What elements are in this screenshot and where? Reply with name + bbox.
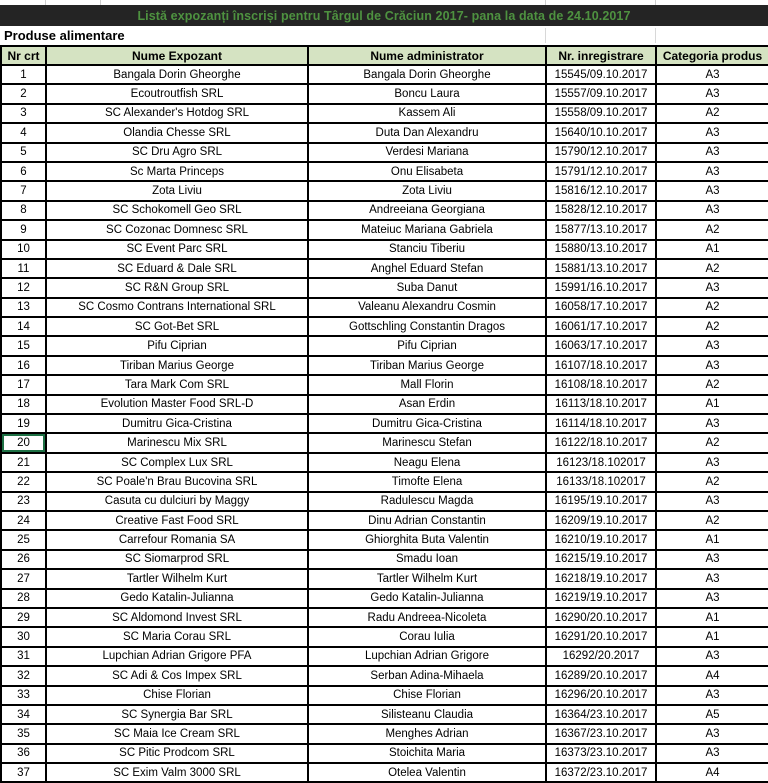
cell-nr-crt[interactable]: 24 <box>1 511 46 530</box>
cell-categoria-produs[interactable]: A2 <box>656 433 768 452</box>
cell-nr-crt[interactable]: 4 <box>1 123 46 142</box>
cell-nume-administrator[interactable]: Gedo Katalin-Julianna <box>308 589 546 608</box>
cell-categoria-produs[interactable]: A3 <box>656 84 768 103</box>
cell-nume-expozant[interactable]: Tara Mark Com SRL <box>46 375 308 394</box>
cell-nr-inregistrare[interactable]: 15557/09.10.2017 <box>546 84 656 103</box>
table-row <box>1 336 768 355</box>
cell-nr-inregistrare[interactable]: 16123/18.102017 <box>546 453 656 472</box>
cell-nume-administrator[interactable]: Smadu Ioan <box>308 550 546 569</box>
table-row <box>1 492 768 511</box>
cell-nume-expozant[interactable]: SC Eduard & Dale SRL <box>46 259 308 278</box>
expozanti-table <box>0 45 768 783</box>
cell-nume-expozant[interactable]: Gedo Katalin-Julianna <box>46 589 308 608</box>
col-header-nr-crt[interactable]: Nr crt <box>1 46 46 65</box>
cell-nume-expozant[interactable]: SC Cozonac Domnesc SRL <box>46 220 308 239</box>
cell-nr-inregistrare[interactable]: 16218/19.10.2017 <box>546 569 656 588</box>
table-row <box>1 589 768 608</box>
cell-categoria-produs[interactable]: A2 <box>656 298 768 317</box>
table-row <box>1 686 768 705</box>
cell-nume-expozant[interactable]: SC Aldomond Invest SRL <box>46 608 308 627</box>
cell-nume-expozant[interactable]: Sc Marta Princeps <box>46 162 308 181</box>
cell-nume-administrator[interactable]: Silisteanu Claudia <box>308 705 546 724</box>
cell-nr-crt[interactable]: 19 <box>1 414 46 433</box>
cell-nr-crt[interactable]: 22 <box>1 472 46 491</box>
cell-categoria-produs[interactable]: A3 <box>656 65 768 84</box>
cell-nume-expozant[interactable]: Carrefour Romania SA <box>46 530 308 549</box>
cell-nr-inregistrare[interactable]: 15828/12.10.2017 <box>546 201 656 220</box>
cell-nr-inregistrare[interactable]: 16290/20.10.2017 <box>546 608 656 627</box>
header-row <box>1 46 768 65</box>
cell-nr-inregistrare[interactable]: 16133/18.102017 <box>546 472 656 491</box>
table-row <box>1 569 768 588</box>
cell-nume-expozant[interactable]: Chise Florian <box>46 686 308 705</box>
cell-nr-inregistrare[interactable]: 16373/23.10.2017 <box>546 744 656 763</box>
table-row <box>1 220 768 239</box>
table-row <box>1 511 768 530</box>
table-row <box>1 744 768 763</box>
table-row <box>1 84 768 103</box>
table-row <box>1 414 768 433</box>
table-row <box>1 472 768 491</box>
cell-categoria-produs[interactable]: A1 <box>656 627 768 646</box>
cell-categoria-produs[interactable]: A4 <box>656 763 768 782</box>
table-row <box>1 143 768 162</box>
table-row <box>1 608 768 627</box>
cell-nume-administrator[interactable]: Corau Iulia <box>308 627 546 646</box>
cell-nume-administrator[interactable]: Verdesi Mariana <box>308 143 546 162</box>
cell-nr-crt[interactable]: 16 <box>1 356 46 375</box>
cell-nume-expozant[interactable]: SC Siomarprod SRL <box>46 550 308 569</box>
cell-nr-inregistrare[interactable]: 16367/23.10.2017 <box>546 724 656 743</box>
cell-categoria-produs[interactable]: A3 <box>656 356 768 375</box>
cell-categoria-produs[interactable]: A2 <box>656 220 768 239</box>
table-row <box>1 104 768 123</box>
cell-nr-inregistrare[interactable]: 16108/18.10.2017 <box>546 375 656 394</box>
cell-nume-expozant[interactable]: Zota Liviu <box>46 181 308 200</box>
cell-nr-inregistrare[interactable]: 16107/18.10.2017 <box>546 356 656 375</box>
cell-categoria-produs[interactable]: A3 <box>656 569 768 588</box>
cell-nr-inregistrare[interactable]: 16291/20.10.2017 <box>546 627 656 646</box>
cell-nume-administrator[interactable]: Serban Adina-Mihaela <box>308 666 546 685</box>
cell-nume-expozant[interactable]: SC Poale'n Brau Bucovina SRL <box>46 472 308 491</box>
cell-nume-expozant[interactable]: Casuta cu dulciuri by Maggy <box>46 492 308 511</box>
cell-nume-administrator[interactable]: Marinescu Stefan <box>308 433 546 452</box>
cell-nr-inregistrare[interactable]: 15558/09.10.2017 <box>546 104 656 123</box>
cell-nr-inregistrare[interactable]: 16122/18.10.2017 <box>546 433 656 452</box>
cell-nr-inregistrare[interactable]: 16210/19.10.2017 <box>546 530 656 549</box>
table-row <box>1 375 768 394</box>
cell-nume-expozant[interactable]: Tiriban Marius George <box>46 356 308 375</box>
cell-nume-administrator[interactable]: Radu Andreea-Nicoleta <box>308 608 546 627</box>
cell-nr-inregistrare[interactable]: 16296/20.10.2017 <box>546 686 656 705</box>
cell-nume-administrator[interactable]: Mall Florin <box>308 375 546 394</box>
gridline <box>655 28 656 43</box>
cell-categoria-produs[interactable]: A3 <box>656 744 768 763</box>
cell-nume-administrator[interactable]: Valeanu Alexandru Cosmin <box>308 298 546 317</box>
table-row <box>1 181 768 200</box>
cell-nr-crt[interactable]: 15 <box>1 336 46 355</box>
table-row <box>1 627 768 646</box>
cell-nr-crt[interactable]: 11 <box>1 259 46 278</box>
table-row <box>1 763 768 782</box>
cell-nume-administrator[interactable]: Boncu Laura <box>308 84 546 103</box>
cell-nume-expozant[interactable]: SC Dru Agro SRL <box>46 143 308 162</box>
cell-nr-inregistrare[interactable]: 16061/17.10.2017 <box>546 317 656 336</box>
cell-categoria-produs[interactable]: A1 <box>656 530 768 549</box>
cell-nume-expozant[interactable]: Marinescu Mix SRL <box>46 433 308 452</box>
cell-nume-expozant[interactable]: Dumitru Gica-Cristina <box>46 414 308 433</box>
cell-nume-administrator[interactable]: Pifu Ciprian <box>308 336 546 355</box>
cell-categoria-produs[interactable]: A3 <box>656 589 768 608</box>
cell-categoria-produs[interactable]: A2 <box>656 317 768 336</box>
cell-nr-inregistrare[interactable]: 15877/13.10.2017 <box>546 220 656 239</box>
cell-nume-expozant[interactable]: SC Maia Ice Cream SRL <box>46 724 308 743</box>
cell-nr-crt[interactable]: 17 <box>1 375 46 394</box>
cell-nr-crt[interactable]: 26 <box>1 550 46 569</box>
cell-nr-crt[interactable]: 13 <box>1 298 46 317</box>
cell-categoria-produs[interactable]: A3 <box>656 143 768 162</box>
table-row <box>1 453 768 472</box>
cell-categoria-produs[interactable]: A1 <box>656 240 768 259</box>
cell-nr-crt[interactable]: 21 <box>1 453 46 472</box>
cell-nr-crt[interactable]: 27 <box>1 569 46 588</box>
table-row <box>1 278 768 297</box>
cell-nr-inregistrare[interactable]: 16209/19.10.2017 <box>546 511 656 530</box>
cell-nume-administrator[interactable]: Ghiorghita Buta Valentin <box>308 530 546 549</box>
col-header-nume-expozant[interactable]: Nume Expozant <box>46 46 308 65</box>
gridline <box>545 28 546 43</box>
gridline <box>545 0 546 5</box>
cell-categoria-produs[interactable]: A3 <box>656 550 768 569</box>
cell-categoria-produs[interactable]: A3 <box>656 162 768 181</box>
cell-nume-administrator[interactable]: Chise Florian <box>308 686 546 705</box>
cell-nume-expozant[interactable]: SC Schokomell Geo SRL <box>46 201 308 220</box>
cell-categoria-produs[interactable]: A2 <box>656 104 768 123</box>
cell-nr-inregistrare[interactable]: 16289/20.10.2017 <box>546 666 656 685</box>
cell-categoria-produs[interactable]: A3 <box>656 492 768 511</box>
cell-categoria-produs[interactable]: A3 <box>656 336 768 355</box>
cell-nume-administrator[interactable]: Stoichita Maria <box>308 744 546 763</box>
cell-nr-inregistrare[interactable]: 16113/18.10.2017 <box>546 395 656 414</box>
cell-nume-administrator[interactable]: Dumitru Gica-Cristina <box>308 414 546 433</box>
cell-nume-administrator[interactable]: Lupchian Adrian Grigore <box>308 647 546 666</box>
gridline-strip <box>0 0 768 5</box>
cell-nr-crt[interactable]: 1 <box>1 65 46 84</box>
gridline <box>655 0 656 5</box>
cell-nr-inregistrare[interactable]: 15545/09.10.2017 <box>546 65 656 84</box>
cell-nr-inregistrare[interactable]: 16058/17.10.2017 <box>546 298 656 317</box>
cell-nr-inregistrare[interactable]: 15991/16.10.2017 <box>546 278 656 297</box>
cell-categoria-produs[interactable]: A2 <box>656 259 768 278</box>
cell-nr-crt[interactable]: 12 <box>1 278 46 297</box>
cell-nr-inregistrare[interactable]: 15790/12.10.2017 <box>546 143 656 162</box>
cell-nume-administrator[interactable]: Anghel Eduard Stefan <box>308 259 546 278</box>
cell-nr-crt[interactable]: 6 <box>1 162 46 181</box>
table-row <box>1 724 768 743</box>
cell-nr-crt[interactable]: 2 <box>1 84 46 103</box>
table-row <box>1 666 768 685</box>
cell-nr-inregistrare[interactable]: 15881/13.10.2017 <box>546 259 656 278</box>
cell-nume-administrator[interactable]: Otelea Valentin <box>308 763 546 782</box>
cell-nr-crt[interactable]: 30 <box>1 627 46 646</box>
cell-categoria-produs[interactable]: A5 <box>656 705 768 724</box>
cell-nr-crt[interactable]: 8 <box>1 201 46 220</box>
cell-nr-crt[interactable]: 9 <box>1 220 46 239</box>
title-bar[interactable] <box>0 5 768 26</box>
cell-nume-administrator[interactable]: Menghes Adrian <box>308 724 546 743</box>
cell-nr-crt[interactable]: 23 <box>1 492 46 511</box>
cell-nume-expozant[interactable]: SC Got-Bet SRL <box>46 317 308 336</box>
cell-nr-inregistrare[interactable]: 15880/13.10.2017 <box>546 240 656 259</box>
cell-nume-administrator[interactable]: Mateiuc Mariana Gabriela <box>308 220 546 239</box>
cell-nr-crt[interactable]: 10 <box>1 240 46 259</box>
cell-nume-administrator[interactable]: Onu Elisabeta <box>308 162 546 181</box>
cell-nume-expozant[interactable]: Ecoutroutfish SRL <box>46 84 308 103</box>
cell-nume-expozant[interactable]: SC Maria Corau SRL <box>46 627 308 646</box>
cell-categoria-produs[interactable]: A2 <box>656 511 768 530</box>
cell-nume-expozant[interactable]: SC Pitic Prodcom SRL <box>46 744 308 763</box>
cell-nume-administrator[interactable]: Zota Liviu <box>308 181 546 200</box>
cell-nr-crt[interactable]: 5 <box>1 143 46 162</box>
cell-nume-expozant[interactable]: SC Synergia Bar SRL <box>46 705 308 724</box>
cell-nume-expozant[interactable]: SC Cosmo Contrans International SRL <box>46 298 308 317</box>
cell-nr-inregistrare[interactable]: 16195/19.10.2017 <box>546 492 656 511</box>
cell-nume-expozant[interactable]: Creative Fast Food SRL <box>46 511 308 530</box>
cell-categoria-produs[interactable]: A2 <box>656 375 768 394</box>
cell-nr-crt[interactable]: 20 <box>1 433 46 452</box>
cell-nr-crt[interactable]: 7 <box>1 181 46 200</box>
cell-nr-inregistrare[interactable]: 16215/19.10.2017 <box>546 550 656 569</box>
cell-nume-administrator[interactable]: Radulescu Magda <box>308 492 546 511</box>
cell-categoria-produs[interactable]: A1 <box>656 608 768 627</box>
cell-nume-expozant[interactable]: SC Adi & Cos Impex SRL <box>46 666 308 685</box>
cell-nume-expozant[interactable]: SC Alexander's Hotdog SRL <box>46 104 308 123</box>
cell-nume-expozant[interactable]: Tartler Wilhelm Kurt <box>46 569 308 588</box>
table-row <box>1 433 768 452</box>
gridline <box>45 0 46 5</box>
gridline <box>100 0 101 5</box>
cell-nr-inregistrare[interactable]: 16372/23.10.2017 <box>546 763 656 782</box>
cell-nume-administrator[interactable]: Stanciu Tiberiu <box>308 240 546 259</box>
cell-nume-administrator[interactable]: Andreeiana Georgiana <box>308 201 546 220</box>
cell-categoria-produs[interactable]: A3 <box>656 278 768 297</box>
table-row <box>1 356 768 375</box>
cell-categoria-produs[interactable]: A2 <box>656 472 768 491</box>
cell-nume-administrator[interactable]: Dinu Adrian Constantin <box>308 511 546 530</box>
cell-nr-crt[interactable]: 37 <box>1 763 46 782</box>
cell-nume-administrator[interactable]: Tartler Wilhelm Kurt <box>308 569 546 588</box>
table-row <box>1 162 768 181</box>
cell-nr-crt[interactable]: 28 <box>1 589 46 608</box>
cell-categoria-produs[interactable]: A3 <box>656 414 768 433</box>
cell-nume-expozant[interactable]: Pifu Ciprian <box>46 336 308 355</box>
cell-nume-administrator[interactable]: Asan Erdin <box>308 395 546 414</box>
col-header-nume-administrator[interactable]: Nume administrator <box>308 46 546 65</box>
cell-categoria-produs[interactable]: A3 <box>656 181 768 200</box>
table-row <box>1 201 768 220</box>
cell-nume-expozant[interactable]: SC Complex Lux SRL <box>46 453 308 472</box>
cell-nr-crt[interactable]: 34 <box>1 705 46 724</box>
cell-nume-administrator[interactable]: Kassem Ali <box>308 104 546 123</box>
cell-categoria-produs[interactable]: A3 <box>656 453 768 472</box>
table-row <box>1 550 768 569</box>
cell-categoria-produs[interactable]: A3 <box>656 647 768 666</box>
cell-nume-administrator[interactable]: Duta Dan Alexandru <box>308 123 546 142</box>
cell-nume-expozant[interactable]: SC R&N Group SRL <box>46 278 308 297</box>
cell-nume-expozant[interactable]: Evolution Master Food SRL-D <box>46 395 308 414</box>
cell-nr-inregistrare[interactable]: 16063/17.10.2017 <box>546 336 656 355</box>
cell-categoria-produs[interactable]: A4 <box>656 666 768 685</box>
cell-nr-crt[interactable]: 14 <box>1 317 46 336</box>
cell-nr-crt[interactable]: 36 <box>1 744 46 763</box>
cell-nr-crt[interactable]: 3 <box>1 104 46 123</box>
section-label: Produse alimentare <box>4 28 125 43</box>
cell-nr-crt[interactable]: 25 <box>1 530 46 549</box>
table-row <box>1 395 768 414</box>
cell-nume-expozant[interactable]: Olandia Chesse SRL <box>46 123 308 142</box>
cell-nr-crt[interactable]: 32 <box>1 666 46 685</box>
cell-categoria-produs[interactable]: A3 <box>656 724 768 743</box>
table-row <box>1 240 768 259</box>
table-row <box>1 259 768 278</box>
table-row <box>1 123 768 142</box>
cell-nume-expozant[interactable]: SC Exim Valm 3000 SRL <box>46 763 308 782</box>
col-header-categoria-produs[interactable]: Categoria produs <box>656 46 768 65</box>
cell-nume-administrator[interactable]: Neagu Elena <box>308 453 546 472</box>
cell-nume-administrator[interactable]: Gottschling Constantin Dragos <box>308 317 546 336</box>
cell-nr-crt[interactable]: 35 <box>1 724 46 743</box>
table-row <box>1 298 768 317</box>
cell-nr-crt[interactable]: 31 <box>1 647 46 666</box>
cell-nume-administrator[interactable]: Tiriban Marius George <box>308 356 546 375</box>
table-row <box>1 65 768 84</box>
cell-nr-inregistrare[interactable]: 15791/12.10.2017 <box>546 162 656 181</box>
table-row <box>1 317 768 336</box>
cell-nr-inregistrare[interactable]: 16364/23.10.2017 <box>546 705 656 724</box>
cell-categoria-produs[interactable]: A3 <box>656 123 768 142</box>
cell-categoria-produs[interactable]: A3 <box>656 686 768 705</box>
cell-nr-inregistrare[interactable]: 15816/12.10.2017 <box>546 181 656 200</box>
cell-nr-inregistrare[interactable]: 15640/10.10.2017 <box>546 123 656 142</box>
table-row <box>1 705 768 724</box>
cell-nr-inregistrare[interactable]: 16219/19.10.2017 <box>546 589 656 608</box>
table-row <box>1 530 768 549</box>
cell-nume-expozant[interactable]: Bangala Dorin Gheorghe <box>46 65 308 84</box>
cell-nr-crt[interactable]: 33 <box>1 686 46 705</box>
cell-nr-crt[interactable]: 18 <box>1 395 46 414</box>
cell-nume-administrator[interactable]: Suba Danut <box>308 278 546 297</box>
cell-nume-expozant[interactable]: SC Event Parc SRL <box>46 240 308 259</box>
page-title: Listă expozanți înscriși pentru Târgul de Crăciun 2017- pana la data de 24.10.2017 <box>137 8 631 23</box>
cell-categoria-produs[interactable]: A3 <box>656 201 768 220</box>
cell-nr-inregistrare[interactable]: 16292/20.2017 <box>546 647 656 666</box>
section-row[interactable] <box>0 26 768 45</box>
table-row <box>1 647 768 666</box>
cell-nr-inregistrare[interactable]: 16114/18.10.2017 <box>546 414 656 433</box>
cell-nume-administrator[interactable]: Bangala Dorin Gheorghe <box>308 65 546 84</box>
col-header-nr-inregistrare[interactable]: Nr. inregistrare <box>546 46 656 65</box>
cell-nume-administrator[interactable]: Timofte Elena <box>308 472 546 491</box>
cell-nr-crt[interactable]: 29 <box>1 608 46 627</box>
cell-categoria-produs[interactable]: A1 <box>656 395 768 414</box>
cell-nume-expozant[interactable]: Lupchian Adrian Grigore PFA <box>46 647 308 666</box>
